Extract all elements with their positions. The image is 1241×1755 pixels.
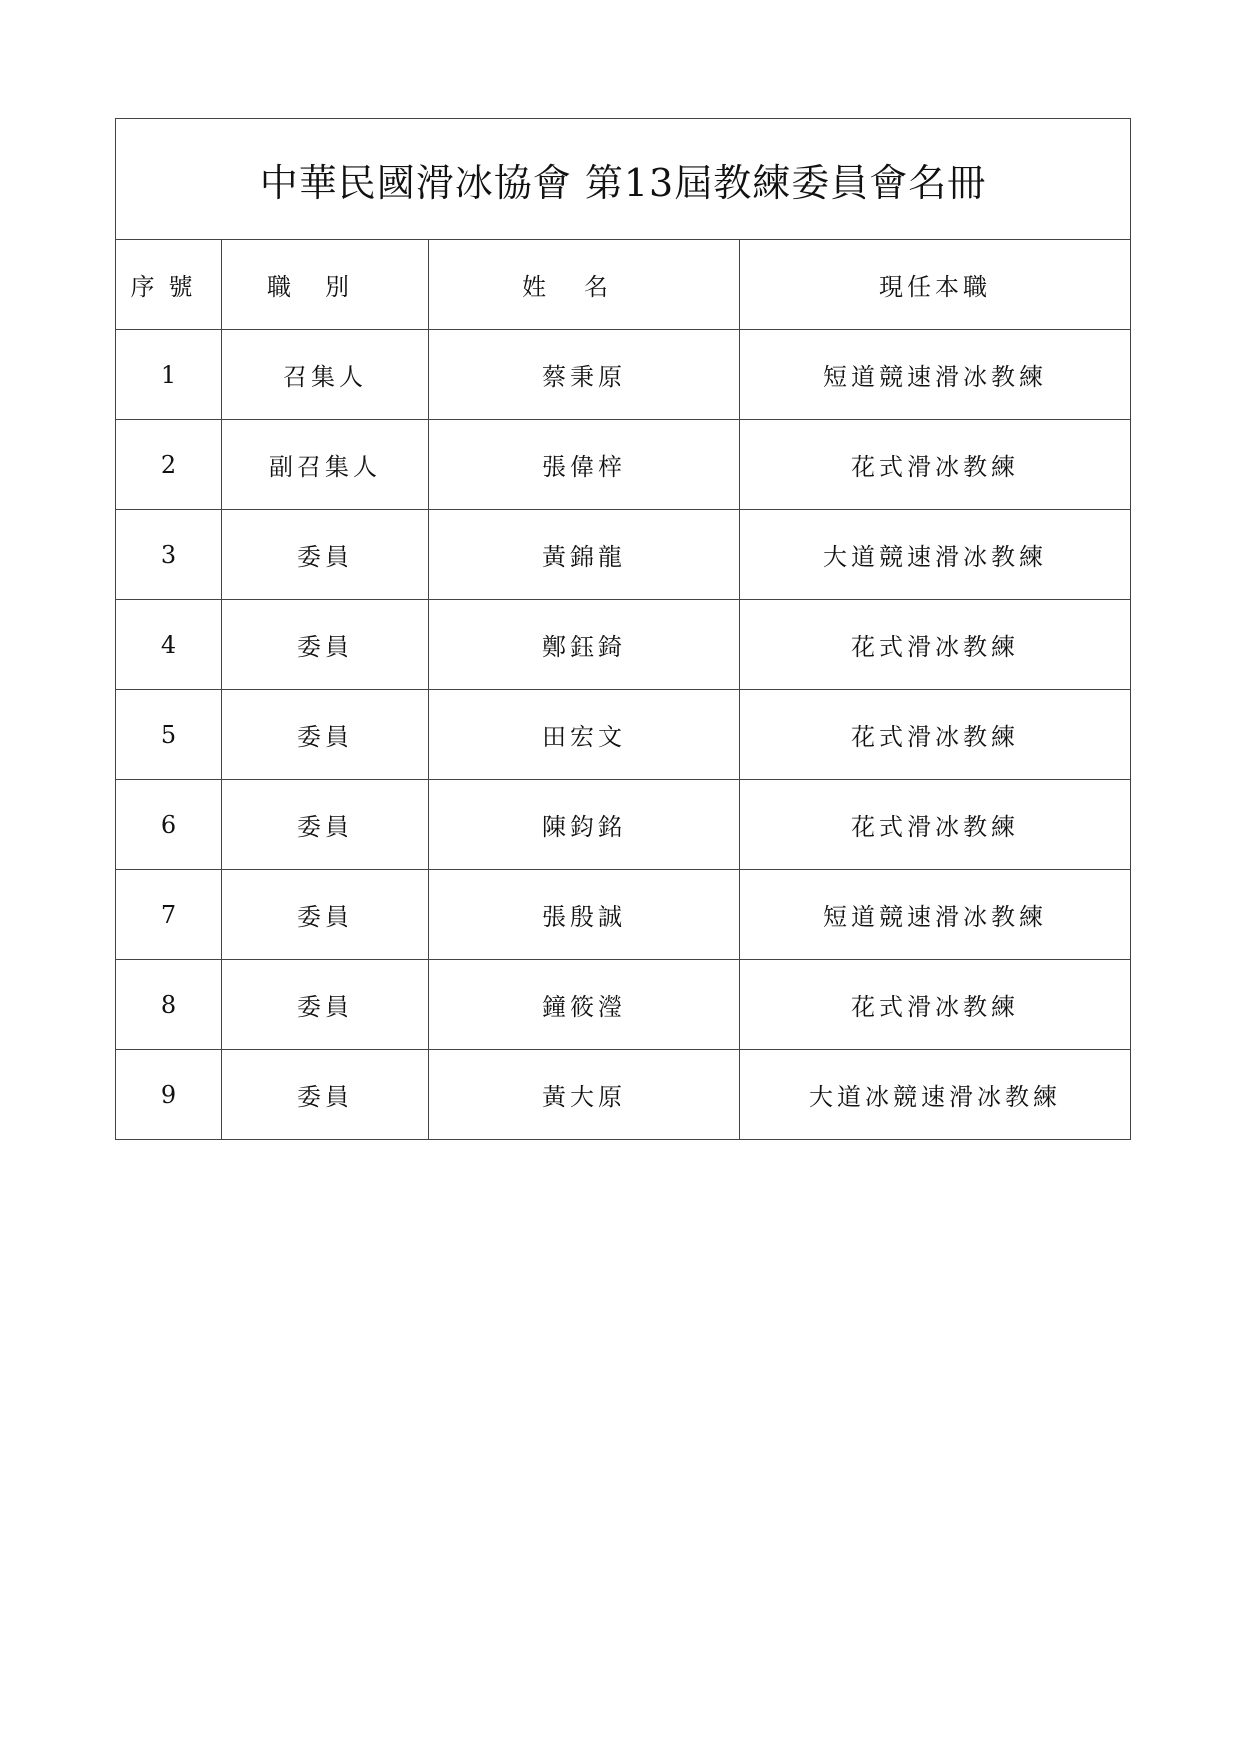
- cell-seq: 2: [116, 420, 222, 510]
- title-row: [116, 119, 1131, 240]
- cell-name: 鄭鈺錡: [429, 600, 740, 690]
- cell-current-job: 花式滑冰教練: [740, 420, 1131, 510]
- header-name: 姓名: [429, 240, 740, 330]
- cell-position: 副召集人: [222, 420, 429, 510]
- cell-seq: 8: [116, 960, 222, 1050]
- cell-seq: 6: [116, 780, 222, 870]
- cell-current-job: 短道競速滑冰教練: [740, 870, 1131, 960]
- table-row: [116, 690, 1131, 780]
- cell-seq: 4: [116, 600, 222, 690]
- cell-current-job: 花式滑冰教練: [740, 960, 1131, 1050]
- cell-current-job: 短道競速滑冰教練: [740, 330, 1131, 420]
- table-row: [116, 510, 1131, 600]
- header-current-job: 現任本職: [740, 240, 1131, 330]
- cell-current-job: 大道競速滑冰教練: [740, 510, 1131, 600]
- table-row: [116, 1050, 1131, 1140]
- cell-name: 陳鈞銘: [429, 780, 740, 870]
- cell-seq: 9: [116, 1050, 222, 1140]
- cell-current-job: 花式滑冰教練: [740, 690, 1131, 780]
- cell-current-job: 花式滑冰教練: [740, 780, 1131, 870]
- cell-seq: 5: [116, 690, 222, 780]
- header-position: 職別: [222, 240, 429, 330]
- cell-current-job: 大道冰競速滑冰教練: [740, 1050, 1131, 1140]
- cell-name: 張偉梓: [429, 420, 740, 510]
- cell-position: 委員: [222, 960, 429, 1050]
- cell-position: 委員: [222, 1050, 429, 1140]
- table-row: [116, 960, 1131, 1050]
- cell-name: 鐘筱瀅: [429, 960, 740, 1050]
- cell-seq: 7: [116, 870, 222, 960]
- committee-roster-table: [115, 118, 1131, 1140]
- cell-seq: 3: [116, 510, 222, 600]
- cell-name: 黃大原: [429, 1050, 740, 1140]
- document-title: 中華民國滑冰協會 第13屆教練委員會名冊: [116, 119, 1131, 240]
- cell-position: 委員: [222, 690, 429, 780]
- header-seq: 序號: [116, 240, 222, 330]
- table-row: [116, 330, 1131, 420]
- cell-name: 田宏文: [429, 690, 740, 780]
- cell-seq: 1: [116, 330, 222, 420]
- cell-position: 委員: [222, 870, 429, 960]
- header-row: [116, 240, 1131, 330]
- roster-body: [116, 330, 1131, 1140]
- table-row: [116, 780, 1131, 870]
- table-row: [116, 870, 1131, 960]
- table-row: [116, 600, 1131, 690]
- table-row: [116, 420, 1131, 510]
- cell-name: 黃錦龍: [429, 510, 740, 600]
- cell-position: 召集人: [222, 330, 429, 420]
- cell-position: 委員: [222, 780, 429, 870]
- cell-name: 張殷誠: [429, 870, 740, 960]
- cell-name: 蔡秉原: [429, 330, 740, 420]
- cell-current-job: 花式滑冰教練: [740, 600, 1131, 690]
- cell-position: 委員: [222, 600, 429, 690]
- cell-position: 委員: [222, 510, 429, 600]
